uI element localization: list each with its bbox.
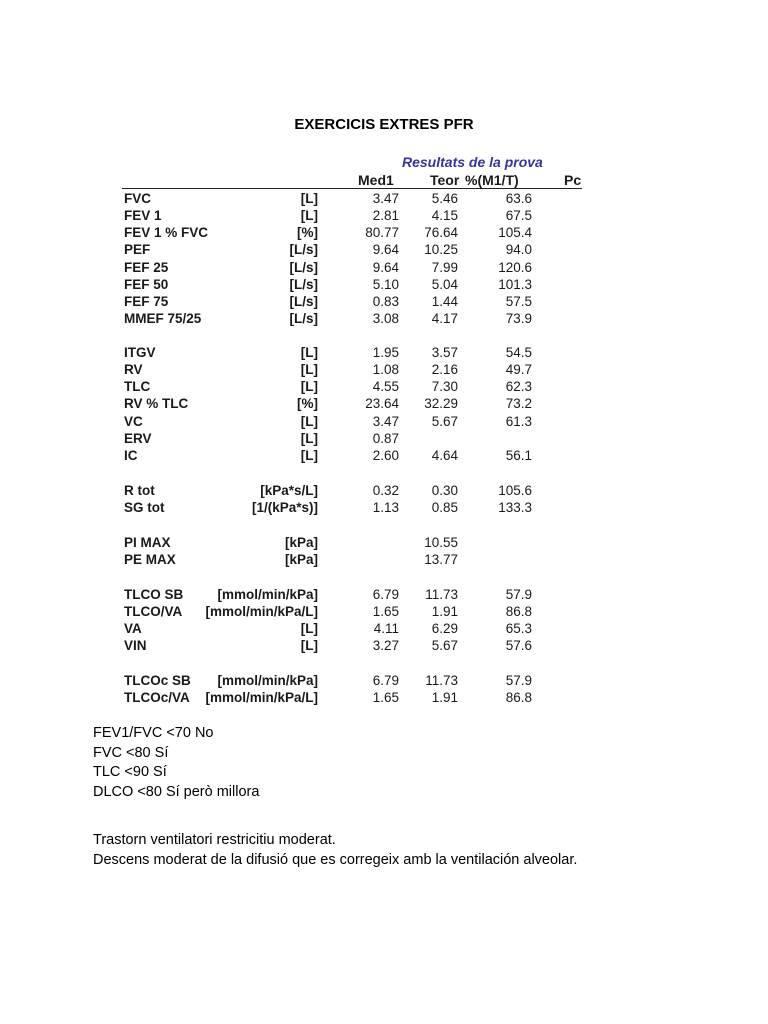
row-unit: [mmol/min/kPa]: [217, 673, 318, 688]
row-parameter: ERV: [124, 431, 152, 446]
row-teor: 5.46: [431, 191, 458, 206]
row-parameter: SG tot: [124, 500, 165, 515]
row-teor: 7.30: [431, 379, 458, 394]
row-med1: 3.27: [372, 638, 399, 653]
row-parameter: RV: [124, 362, 143, 377]
row-parameter: FEF 25: [124, 260, 169, 275]
row-unit: [kPa]: [284, 535, 318, 550]
row-teor: 1.44: [431, 294, 458, 309]
row-pct: 57.6: [505, 638, 532, 653]
table-row: [122, 276, 582, 293]
row-parameter: TLCO/VA: [124, 604, 183, 619]
row-unit: [L/s]: [289, 242, 318, 257]
row-unit: [kPa]: [284, 552, 318, 567]
table-row: [122, 207, 582, 224]
table-row: [122, 603, 582, 620]
row-med1: 5.10: [372, 277, 399, 292]
table-row: [122, 344, 582, 361]
row-pct: 65.3: [505, 621, 532, 636]
document-title: EXERCICIS EXTRES PFR: [294, 116, 474, 133]
row-teor: 76.64: [424, 225, 458, 240]
header-extra: Pc: [564, 172, 582, 188]
table-row: [122, 551, 582, 568]
row-unit: [%]: [297, 225, 318, 240]
table-row: [122, 620, 582, 637]
row-med1: 3.08: [372, 311, 399, 326]
row-unit: [L/s]: [289, 294, 318, 309]
row-teor: 5.67: [431, 414, 458, 429]
row-teor: 0.85: [431, 500, 458, 515]
note-line: FVC <80 Sí: [93, 744, 169, 761]
row-med1: 2.81: [372, 208, 399, 223]
row-med1: 1.95: [372, 345, 399, 360]
row-parameter: FEF 50: [124, 277, 169, 292]
row-teor: 0.30: [431, 483, 458, 498]
note-line: DLCO <80 Sí però millora: [93, 783, 260, 800]
row-parameter: PI MAX: [124, 535, 171, 550]
table-row: [122, 224, 582, 241]
table-row: [122, 395, 582, 412]
row-unit: [L]: [300, 345, 318, 360]
table-row: [122, 361, 582, 378]
row-pct: 62.3: [505, 379, 532, 394]
row-unit: [L]: [300, 448, 318, 463]
row-parameter: R tot: [124, 483, 155, 498]
row-teor: 11.73: [425, 673, 458, 688]
row-parameter: TLCOc/VA: [124, 690, 190, 705]
row-med1: 3.47: [372, 191, 399, 206]
row-pct: 63.6: [505, 191, 532, 206]
row-med1: 1.08: [372, 362, 399, 377]
row-unit: [L]: [300, 621, 318, 636]
row-pct: 61.3: [505, 414, 532, 429]
row-parameter: TLC: [124, 379, 151, 394]
header-med1: Med1: [358, 172, 394, 188]
table-row: [122, 259, 582, 276]
table-row: [122, 293, 582, 310]
row-pct: 73.9: [505, 311, 532, 326]
row-med1: 6.79: [372, 587, 399, 602]
row-pct: 101.3: [498, 277, 532, 292]
row-pct: 105.6: [498, 483, 532, 498]
row-unit: [mmol/min/kPa]: [217, 587, 318, 602]
row-unit: [L]: [300, 379, 318, 394]
row-med1: 3.47: [372, 414, 399, 429]
results-caption: Resultats de la prova: [402, 154, 543, 170]
row-med1: 23.64: [365, 396, 399, 411]
table-row: [122, 241, 582, 258]
row-teor: 10.25: [424, 242, 458, 257]
conclusion-line: Trastorn ventilatori restricitiu moderat.: [93, 832, 336, 848]
row-unit: [L]: [300, 208, 318, 223]
table-row: [122, 672, 582, 689]
row-teor: 4.17: [431, 311, 458, 326]
row-teor: 4.15: [431, 208, 458, 223]
row-parameter: VIN: [124, 638, 147, 653]
row-med1: 1.65: [372, 690, 399, 705]
conclusion: [93, 831, 577, 870]
row-unit: [mmol/min/kPa/L]: [205, 690, 318, 705]
table-row: [122, 637, 582, 654]
table-row: [122, 689, 582, 706]
row-pct: 67.5: [505, 208, 532, 223]
row-pct: 86.8: [505, 690, 532, 705]
row-unit: [L/s]: [289, 277, 318, 292]
table-row: [122, 447, 582, 464]
row-parameter: FVC: [124, 191, 151, 206]
header-rule: [122, 188, 582, 189]
row-parameter: TLCO SB: [124, 587, 184, 602]
row-teor: 10.55: [424, 535, 458, 550]
table-row: [122, 310, 582, 327]
row-pct: 105.4: [498, 225, 532, 240]
row-unit: [L]: [300, 414, 318, 429]
row-unit: [L]: [300, 191, 318, 206]
row-med1: 0.32: [372, 483, 399, 498]
row-pct: 49.7: [505, 362, 532, 377]
table-row: [122, 430, 582, 447]
header-teor: Teor: [430, 172, 460, 188]
row-unit: [L/s]: [289, 260, 318, 275]
row-unit: [kPa*s/L]: [260, 483, 318, 498]
row-pct: 57.9: [505, 587, 532, 602]
row-pct: 56.1: [505, 448, 532, 463]
row-parameter: FEV 1: [124, 208, 162, 223]
note-line: TLC <90 Sí: [93, 764, 167, 780]
row-unit: [mmol/min/kPa/L]: [205, 604, 318, 619]
row-parameter: TLCOc SB: [124, 673, 191, 688]
row-pct: 73.2: [505, 396, 532, 411]
row-teor: 2.16: [431, 362, 458, 377]
conclusion-line: Descens moderat de la difusió que es corregeix amb la ventilación alveolar.: [93, 851, 578, 868]
row-unit: [L]: [300, 362, 318, 377]
row-unit: [L]: [300, 638, 318, 653]
note-line: FEV1/FVC <70 No: [93, 725, 214, 741]
row-teor: 5.67: [431, 638, 458, 653]
row-parameter: FEF 75: [124, 294, 169, 309]
row-teor: 4.64: [431, 448, 458, 463]
row-unit: [L]: [300, 431, 318, 446]
row-parameter: ITGV: [124, 345, 156, 360]
row-pct: 54.5: [505, 345, 532, 360]
row-parameter: VA: [124, 621, 142, 636]
row-med1: 4.55: [372, 379, 399, 394]
table-header-row: [122, 172, 582, 188]
row-pct: 86.8: [505, 604, 532, 619]
row-parameter: VC: [124, 414, 143, 429]
header-pct: %(M1/T): [465, 172, 519, 188]
criteria-notes: [93, 724, 259, 802]
row-teor: 11.73: [425, 587, 458, 602]
row-med1: 1.65: [372, 604, 399, 619]
table-row: [122, 482, 582, 499]
row-pct: 57.9: [505, 673, 532, 688]
row-parameter: MMEF 75/25: [124, 311, 202, 326]
row-med1: 80.77: [365, 225, 399, 240]
row-teor: 7.99: [431, 260, 458, 275]
row-med1: 1.13: [372, 500, 399, 515]
row-parameter: PEF: [124, 242, 151, 257]
row-parameter: FEV 1 % FVC: [124, 225, 209, 240]
row-parameter: RV % TLC: [124, 396, 189, 411]
row-med1: 6.79: [372, 673, 399, 688]
row-med1: 9.64: [372, 242, 399, 257]
row-med1: 4.11: [373, 621, 399, 636]
table-row: [122, 413, 582, 430]
row-pct: 133.3: [498, 500, 532, 515]
row-pct: 57.5: [505, 294, 532, 309]
row-teor: 1.91: [431, 690, 458, 705]
row-med1: 0.87: [372, 431, 399, 446]
row-parameter: PE MAX: [124, 552, 176, 567]
table-row: [122, 378, 582, 395]
table-row: [122, 499, 582, 516]
table-row: [122, 534, 582, 551]
row-teor: 6.29: [431, 621, 458, 636]
row-parameter: IC: [124, 448, 138, 463]
row-teor: 13.77: [424, 552, 458, 567]
row-med1: 0.83: [372, 294, 399, 309]
row-teor: 32.29: [424, 396, 458, 411]
row-med1: 2.60: [372, 448, 399, 463]
row-unit: [1/(kPa*s)]: [251, 500, 318, 515]
results-table: [122, 150, 582, 710]
row-teor: 1.91: [431, 604, 458, 619]
row-pct: 94.0: [505, 242, 532, 257]
row-pct: 120.6: [498, 260, 532, 275]
row-unit: [L/s]: [289, 311, 318, 326]
table-row: [122, 190, 582, 207]
table-row: [122, 586, 582, 603]
row-teor: 3.57: [431, 345, 458, 360]
row-unit: [%]: [297, 396, 318, 411]
row-med1: 9.64: [372, 260, 399, 275]
row-teor: 5.04: [431, 277, 458, 292]
